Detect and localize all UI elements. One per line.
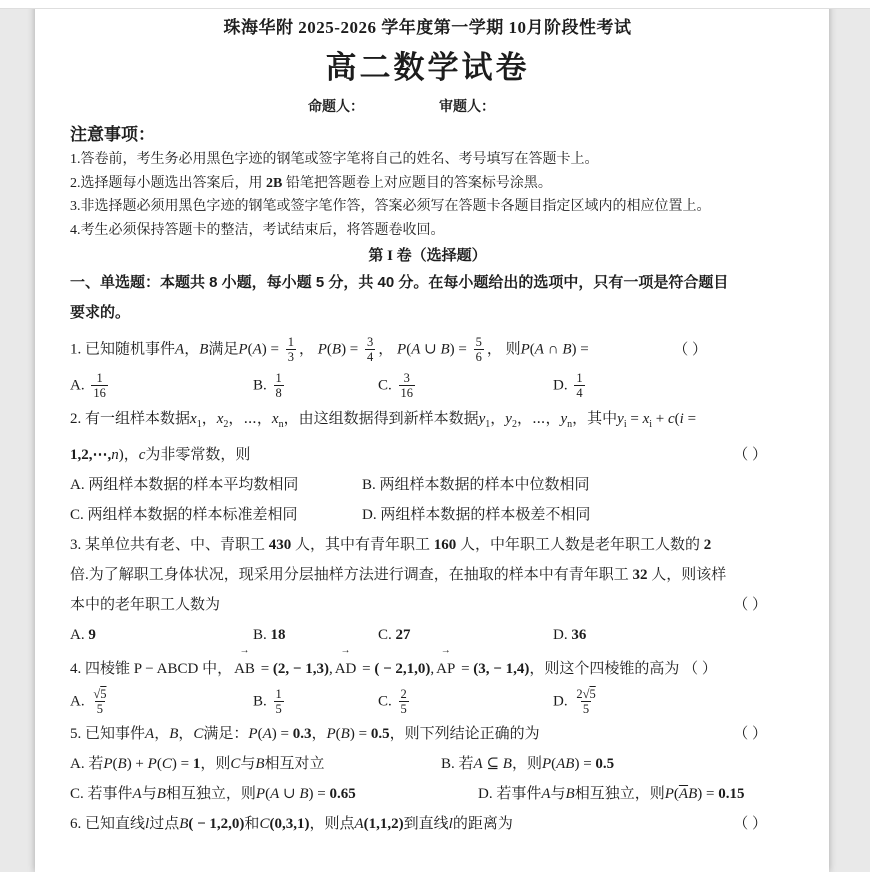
part1-heading: 第 I 卷（选择题） (368, 248, 487, 264)
answer-bracket: （ ） (733, 596, 767, 613)
question-text: 1. 已知随机事件A，B满足P(A) = $\frac{1}{3}$ ， P(B) = $\frac{3}{4}$ ， P(A ∪ B) = $\frac{5}{6}$ ， 则P(A ∩ B) = (70, 335, 589, 365)
question-text-row (70, 590, 785, 620)
exam-page (35, 0, 829, 872)
paper-title: 高二数学试卷 (325, 50, 530, 85)
question-5 (70, 719, 785, 809)
option: A. 9 (70, 626, 96, 643)
answer-bracket: （ ） (733, 446, 767, 463)
question-text: 1,2,⋯,n)，c为非零常数，则 (70, 446, 251, 463)
vector-arrow-notation: → AB (234, 644, 255, 677)
option: C. 两组样本数据的样本标准差相同 (70, 506, 298, 523)
option: D. $\frac{1}{4}$ (553, 370, 583, 401)
question-options-row (70, 368, 785, 404)
question-2 (70, 404, 785, 530)
notice-item: 1.答卷前，考生务必用黑色字迹的钢笔或签字笔将自己的姓名、考号填写在答题卡上。 (70, 152, 599, 167)
exam-session-title: 珠海华附 2025-2026 学年度第一学期 10月阶段性考试 (223, 18, 632, 37)
option: D. $\frac{2√5}{5}$ (553, 686, 596, 716)
option: D. 36 (553, 626, 587, 643)
answer-bracket: （ ） (733, 726, 767, 743)
question-list (70, 328, 785, 839)
question-text: 3. 某单位共有老、中、青职工 430 人，其中有青年职工 160 人，中年职工人数是老年职工人数的 2 (70, 536, 712, 553)
question-text-row (70, 560, 785, 590)
question-text: 5. 已知事件A，B，C满足：P(A) = 0.3，P(B) = 0.5，则下列结论正确的为 (70, 726, 540, 743)
question-text-row (70, 809, 785, 839)
question-options-row (70, 500, 785, 530)
question-1 (70, 328, 785, 404)
question-options-row (70, 620, 785, 650)
notice-item: 4.考生必须保持答题卡的整洁，考试结束后，将答题卷收回。 (70, 222, 445, 238)
option: B. $\frac{1}{5}$ (253, 686, 282, 716)
vector-arrow-notation: → AD (334, 644, 357, 677)
question-text-row (70, 644, 785, 684)
question-text-row (70, 440, 785, 470)
option: D. 两组样本数据的样本极差不相同 (362, 506, 591, 523)
exam-staff-row (308, 96, 785, 116)
notice-title: 注意事项： (70, 125, 155, 144)
option: B. 若A ⊆ B，则P(AB) = 0.5 (441, 756, 615, 773)
question-text-row (70, 328, 785, 368)
question-text: 4. 四棱锥 P − ABCD 中， → AB = (2, − 1,3), → AD = ( − 2,1,0), → AP = (3, − 1,4)，则这个四棱锥的高为 （ ） (70, 654, 717, 684)
question-text: 6. 已知直线l过点B( − 1,2,0)和C(0,3,1)，则点A(1,1,2)到直线l的距离为 (70, 816, 513, 833)
question-text-row (70, 530, 785, 560)
notice-list (70, 148, 785, 242)
section-intro-line1: 一、单选题：本题共 8 小题，每小题 5 分，共 40 分。在每小题给出的选项中，只有一项是符合题目 (70, 274, 729, 291)
question-3 (70, 530, 785, 650)
option: B. 两组样本数据的样本中位数相同 (362, 476, 590, 493)
option: A. 两组样本数据的样本平均数相同 (70, 476, 299, 493)
notice-item: 2.选择题每小题选出答案后，用 2B 铅笔把答题卷上对应题目的答案标号涂黑。 (70, 175, 552, 191)
question-text-row (70, 404, 785, 440)
question-text: 2. 有一组样本数据$x_1$，$x_2$，⋯，$x_n$，由这组数据得到新样本数据$y_1$，$y_2$，⋯，$y_n$，其中$y_i = x_i + c(i$ = (70, 410, 697, 430)
option: C. 27 (378, 626, 411, 643)
question-options-row (70, 470, 785, 500)
notice-item: 3.非选择题必须用黑色字迹的钢笔或签字笔作答，答案必须写在答题卡各题目指定区域内的相应位置上。 (70, 199, 711, 214)
proposer-label: 命题人： (308, 98, 364, 114)
option: D. 若事件A与B相互独立，则$P(\overline{A}B) = 0.15$ (478, 786, 745, 803)
vector-arrow-notation: → AP (436, 644, 456, 677)
option: A. $\frac{√5}{5}$ (70, 686, 107, 716)
option: B. 18 (253, 626, 286, 643)
viewer-top-strip (0, 0, 870, 9)
section-intro (70, 268, 785, 328)
question-4 (70, 644, 785, 720)
question-text: 本中的老年职工人数为 (70, 596, 221, 613)
question-6 (70, 809, 785, 839)
question-options-row (70, 684, 785, 720)
option: B. $\frac{1}{8}$ (253, 370, 282, 401)
option: C. $\frac{3}{16}$ (378, 370, 414, 401)
question-options-row (70, 749, 785, 779)
question-text-row (70, 719, 785, 749)
option: C. 若事件A与B相互独立，则P(A ∪ B) = 0.65 (70, 786, 356, 803)
answer-bracket: （ ） (673, 341, 707, 358)
question-text: 倍.为了解职工身体状况，现采用分层抽样方法进行调查，在抽取的样本中有青年职工 32 人，则该样 (70, 566, 727, 583)
option: C. $\frac{2}{5}$ (378, 686, 407, 716)
option: A. $\frac{1}{16}$ (70, 370, 106, 401)
option: A. 若P(B) + P(C) = 1，则C与B相互对立 (70, 756, 325, 773)
section-intro-line2: 要求的。 (70, 304, 131, 321)
answer-bracket: （ ） (733, 816, 767, 833)
reviewer-label: 审题人： (439, 98, 495, 114)
question-options-row (70, 779, 785, 809)
